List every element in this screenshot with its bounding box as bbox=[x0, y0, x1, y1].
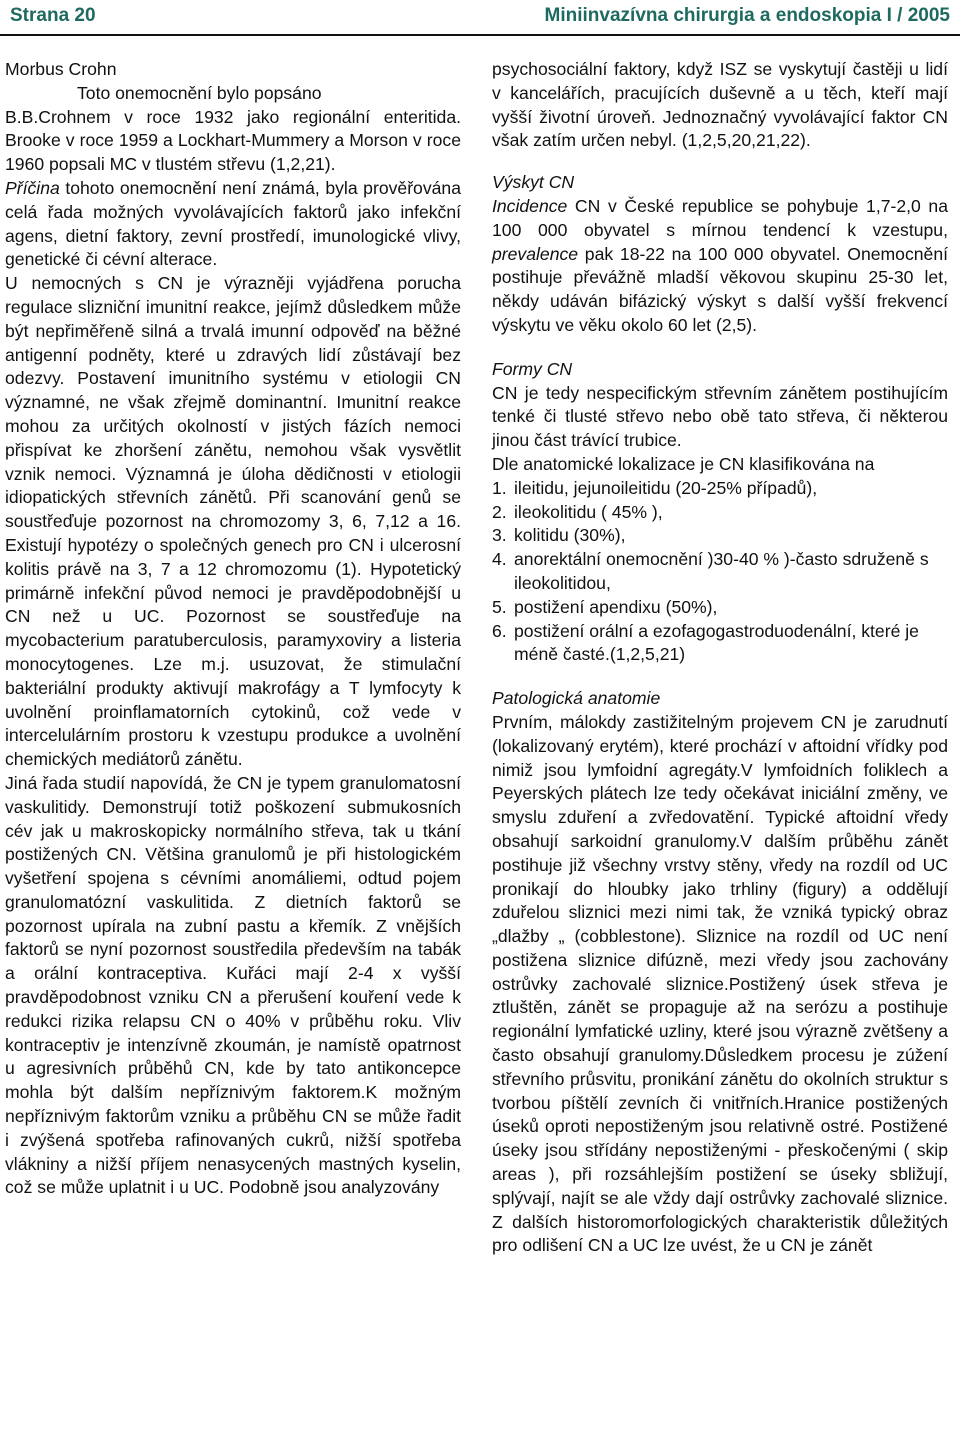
list-item-text: postižení orální a ezofagogastroduodenální, které je méně časté.(1,2,5,21) bbox=[514, 620, 919, 665]
page-number: Strana 20 bbox=[10, 5, 96, 26]
list-item bbox=[492, 477, 948, 501]
paragraph-vyskyt bbox=[492, 195, 948, 338]
list-item-number: 1. bbox=[492, 477, 507, 498]
localization-list bbox=[492, 477, 948, 667]
list-item-text: ileokolitidu ( 45% ), bbox=[514, 501, 663, 522]
paragraph-formy: CN je tedy nespecifickým střevním zánětem postihujícím tenké či tlusté střevo nebo obě tato střeva, či některou jinou část trávící trubice. bbox=[492, 382, 948, 451]
list-item bbox=[492, 620, 948, 668]
list-item-text: anorektální onemocnění )30-40 % )-často sdruženě s ileokolitidou, bbox=[514, 549, 929, 593]
paragraph-patologie: Prvním, málokdy zastižitelným projevem CN je zarudnutí (lokalizovaný erytém), které prochází v aftoidní vřídky pod nimiž jsou lymfoidní agregáty.V lymfoidních foliklech a Peyerských plátech lze tedy očekávat iniciální změny, ve smyslu zduření a zvředovatění. Typické aftoidní vředy obsahují sarkoidní granulomy.V dalším průběhu zánět postihuje již všechny vrstvy stěny, vředy na rozdíl od UC pronikají do hloubky jako trhliny (figury) a oddělují zduřelou sliznici mezi nimi tak, že vzniká typický obraz „dlažby „ (cobblestone). Sliznice na rozdíl od UC není postižena sliznice difúzně, mezi vředy jsou zachovány ostrůvky zachovalé sliznice.Postižený úsek střeva je ztluštěn, zánět se propaguje až na serózu a postihuje regionální lymfatické uzliny, které jsou výrazně zvětšeny a často obsahují granulomy.Důsledkem procesu je zúžení střevního průsvitu, pronikání zánětu do okolních struktur s tvorbou píštělí zevních či vnitřních.Hranice postižených úseků oproti nepostiženým jsou relativně ostré. Postižené úseky jsou střídány nepostiženými - přeskočenými ( skip areas ), při rozsáhlejším postižení se úseky sbližují, splývají, najít se ale vždy dají ostrůvky zachovalé sliznice. Z dalších historomorfologických charakteristik důležitých pro odlišení CN a UC lze uvést, že u CN je zánět bbox=[492, 711, 948, 1256]
term-pricina: Příčina bbox=[5, 177, 60, 198]
right-column bbox=[492, 58, 948, 1258]
paragraph-immunity: U nemocných s CN je výrazněji vyjádřena porucha regulace slizniční imunitní reakce, jejímž důsledkem může být nepřiměřeně silná a trvalá imunní odpověď na běžné antigenní podněty, které u zdravých lidí zůstávají bez odezvy. Postavení imunitního systému v etiologii CN významné, ne však zřejmě dominantní. Imunitní reakce mohou za určitých okolností v jistých fázích nemoci přispívat ke zhoršení zánětu, nemohou však vysvětlit vznik nemoci. Významná je úloha dědičnosti v etiologii idiopatických střevních zánětů. Při scanování genů se soustřeďuje pozornost na chromozomy 3, 6, 7,12 a 16. Existují hypotézy o společných genech pro CN i ulcerosní kolitis právě na 3, 7 a 12 chromozomu (1). Hypotetický primárně infekční původ nemoci je pravděpodobnější u CN než u UC. Pozornost se soustřeďuje na mycobacterium paratuberculosis, paramyxoviry a listeria monocytogenes. Lze m.j. usuzovat, že stimulační bakteriální produkty aktivují makrofágy a T lymfocyty k uvolnění proinflamatorních cytokinů, což vede v intercelulárním prostoru k vzestupu produkce a uvolnění chemických mediátorů zánětu. bbox=[5, 273, 461, 770]
paragraph-vyskyt-text-2: pak 18-22 na 100 000 obyvatel. Onemocnění postihuje převážně mladší věkovou skupinu 25-30 let, někdy udáván bifázický výskyt s další vyšší frekvencí výskytu ve věku okolo 60 let (2,5). bbox=[492, 243, 948, 335]
heading-patologicka-anatomie: Patologická anatomie bbox=[492, 688, 661, 709]
paragraph-vasculitis: Jiná řada studií napovídá, že CN je typem granulomatosní vaskulitidy. Demonstrují totiž poškození submukosních cév jak u makroskopicky normálního střeva, tak u tkání postižených CN. Většina granulomů je při histologickém vyšetření spojena s cévními anomáliemi, odtud pojem granulomatózní vaskulitida. Z dietních faktorů se pozornost upírala na zubní pastu a křemík. Z vnějších faktorů se nyní pozornost soustředila především na tabák a orální kontraceptiva. Kuřáci mají 2-4 x vyšší pravděpodobnost vzniku CN a přerušení kouření vede k redukci rizika relapsu CN o 40% v průběhu roku. Vliv kontraceptiv je intenzívně zkoumán, je namístě opatrnost u agresivních průběhů CN, kde by tato antikoncepce mohla být dalším nepříznivým faktorem.K možným nepříznivým faktorům vzniku a průběhu CN se může řadit i zvýšená spotřeba rafinovaných cukrů, nižší spotřeba vlákniny a nižší příjem nenasycených mastných kyselin, což se může uplatnit i u UC. Podobně jsou analyzovány bbox=[5, 772, 461, 1198]
term-incidence: Incidence bbox=[492, 195, 568, 216]
paragraph-psychosocial: psychosociální faktory, když ISZ se vyskytují častěji u lidí v kancelářích, pracujících duševně a u těch, kteří mají vyšší životní úroveň. Jednoznačný vyvolávající faktor CN však zatím určen nebyl. (1,2,5,20,21,22). bbox=[492, 59, 948, 151]
list-item-number: 6. bbox=[492, 620, 507, 641]
paragraph-history-first-line: Toto onemocnění bylo popsáno bbox=[77, 82, 322, 103]
paragraph-formy-classification: Dle anatomické lokalizace je CN klasifikována na bbox=[492, 453, 875, 474]
list-item-number: 2. bbox=[492, 501, 507, 522]
list-item-text: ileitidu, jejunoileitidu (20-25% případů), bbox=[514, 477, 818, 498]
list-item-number: 3. bbox=[492, 525, 507, 546]
list-item bbox=[492, 548, 948, 596]
list-item-number: 4. bbox=[492, 549, 507, 570]
list-item-text: kolitidu (30%), bbox=[514, 525, 626, 546]
list-item bbox=[492, 501, 948, 525]
list-item-text: postižení apendixu (50%), bbox=[514, 596, 718, 617]
paragraph-cause-text: tohoto onemocnění není známá, byla prověřována celá řada možných vyvolávajících faktorů jako infekční agens, dietní faktory, zevní prostředí, imunologické vlivy, genetické či cévní alterace. bbox=[5, 177, 461, 270]
journal-title: Miniinvazívna chirurgia a endoskopia I / 2005 bbox=[544, 5, 950, 26]
heading-formy: Formy CN bbox=[492, 358, 573, 379]
list-item bbox=[492, 596, 948, 620]
header-rule bbox=[0, 34, 960, 36]
paragraph-cause bbox=[5, 177, 461, 272]
page-header bbox=[0, 0, 960, 34]
list-item-number: 5. bbox=[492, 596, 507, 617]
paragraph-history-rest: B.B.Crohnem v roce 1932 jako regionální enteritida. Brooke v roce 1959 a Lockhart-Mummery a Morson v roce 1960 popsali MC v tlustém střevu (1,2,21). bbox=[5, 106, 461, 175]
section-heading-morbus-crohn: Morbus Crohn bbox=[5, 59, 117, 79]
paragraph-history bbox=[5, 82, 461, 177]
paragraph-vyskyt-text-1: CN v České republice se pohybuje 1,7-2,0 na 100 000 obyvatel s mírnou tendencí k vzestupu, bbox=[492, 195, 948, 240]
list-item bbox=[492, 524, 948, 548]
term-prevalence: prevalence bbox=[492, 243, 579, 264]
heading-vyskyt: Výskyt CN bbox=[492, 172, 575, 193]
left-column bbox=[5, 58, 461, 1200]
